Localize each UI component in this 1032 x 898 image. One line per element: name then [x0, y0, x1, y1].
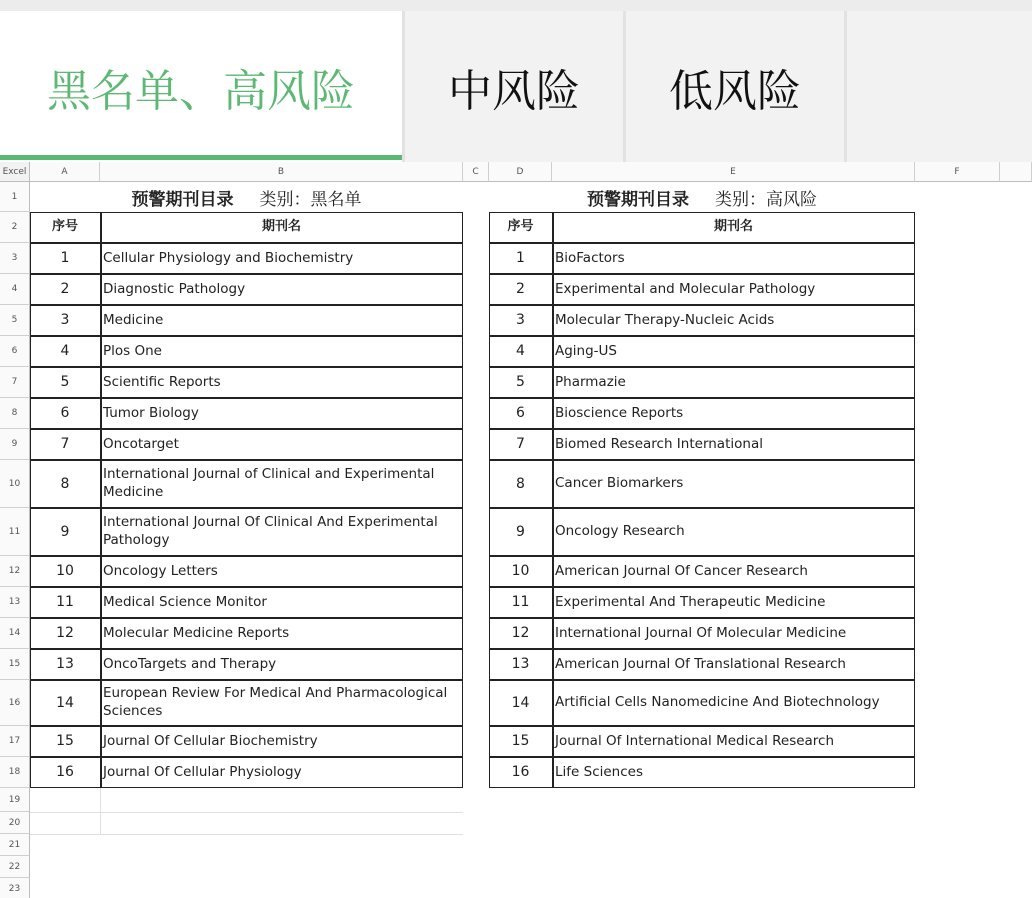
right_table-row-number[interactable]: 10 — [511, 563, 530, 580]
left_table-journal-name[interactable]: Plos One — [103, 342, 162, 359]
column-header-e[interactable]: E — [552, 162, 915, 182]
left_table-journal-name[interactable]: Medicine — [103, 311, 164, 328]
left_table-row-number[interactable]: 6 — [60, 405, 70, 422]
tab-blacklist-high-risk[interactable]: 黑名单、高风险 — [0, 11, 402, 162]
right_table-journal-name[interactable]: Aging-US — [555, 342, 618, 359]
right_table-row-number[interactable]: 6 — [516, 405, 525, 422]
right_table-journal-name[interactable]: Experimental And Therapeutic Medicine — [555, 593, 826, 610]
right_table-journal-name[interactable]: Life Sciences — [555, 763, 643, 780]
left_table-row-number[interactable]: 10 — [56, 563, 74, 580]
right_table-header-index: 序号 — [507, 219, 534, 235]
right_table-row-number[interactable]: 7 — [516, 436, 525, 453]
column-header-c[interactable]: C — [463, 162, 489, 182]
right_table-journal-name[interactable]: BioFactors — [555, 249, 625, 266]
right_table-row-number[interactable]: 15 — [511, 733, 530, 750]
tab-low-risk[interactable]: 低风险 — [626, 11, 844, 162]
right_table-row-number[interactable]: 11 — [511, 594, 530, 611]
left_table-journal-name[interactable]: Oncotarget — [103, 435, 179, 452]
column-header-extra — [1000, 162, 1032, 182]
row-header-4[interactable]: 4 — [0, 274, 30, 305]
left_table-journal-name[interactable]: Oncology Letters — [103, 562, 218, 579]
row-header-18[interactable]: 18 — [0, 757, 30, 788]
right_table-title-main: 预警期刊目录 — [587, 189, 689, 210]
row-header-23[interactable]: 23 — [0, 878, 30, 898]
right_table-journal-name[interactable]: International Journal Of Molecular Medicine — [555, 624, 847, 641]
empty-row-gridline — [30, 834, 463, 835]
left_table-journal-name[interactable]: OncoTargets and Therapy — [103, 655, 277, 672]
right_table-journal-name[interactable]: Bioscience Reports — [555, 404, 684, 421]
left_table-row-number[interactable]: 12 — [56, 625, 74, 642]
left_table-row-number[interactable]: 3 — [60, 312, 70, 329]
left_table-journal-name[interactable]: International Journal of Clinical and Experimental Medicine — [103, 466, 435, 500]
left_table-journal-name[interactable]: Molecular Medicine Reports — [103, 624, 290, 641]
left_table-row-number[interactable]: 2 — [60, 281, 70, 298]
right_table-header-name: 期刊名 — [713, 219, 753, 235]
row-header-11[interactable]: 11 — [0, 508, 30, 556]
row-header-6[interactable]: 6 — [0, 336, 30, 367]
right_table-journal-name[interactable]: Journal Of International Medical Research — [555, 732, 835, 749]
right_table-row-number[interactable]: 3 — [516, 312, 525, 329]
right_table-journal-name[interactable]: American Journal Of Cancer Research — [555, 562, 808, 579]
right_table-journal-name[interactable]: American Journal Of Translational Research — [555, 655, 846, 672]
row-header-3[interactable]: 3 — [0, 243, 30, 274]
right_table-journal-name[interactable]: Cancer Biomarkers — [555, 475, 684, 492]
right_table-journal-name[interactable]: Pharmazie — [555, 373, 626, 390]
row-header-13[interactable]: 13 — [0, 587, 30, 618]
right_table-row-number[interactable]: 1 — [516, 250, 525, 267]
left_table-row-number[interactable]: 9 — [60, 523, 70, 540]
left_table-journal-name[interactable]: European Review For Medical And Pharmacological Sciences — [103, 685, 448, 719]
right_table-title — [489, 182, 915, 212]
right_table-row-number[interactable]: 12 — [511, 625, 530, 642]
tab-bar — [0, 0, 1032, 162]
right_table-row-number[interactable]: 8 — [516, 475, 525, 492]
spreadsheet[interactable] — [0, 162, 1032, 898]
row-header-10[interactable]: 10 — [0, 460, 30, 508]
row-header-7[interactable]: 7 — [0, 367, 30, 398]
column-header-a[interactable]: A — [30, 162, 100, 182]
row-header-15[interactable]: 15 — [0, 649, 30, 680]
right_table-row-number[interactable]: 2 — [516, 281, 525, 298]
empty-row-gridline — [30, 812, 463, 813]
right_table-row-number[interactable]: 9 — [516, 523, 525, 540]
left_table-row-number[interactable]: 15 — [56, 733, 74, 750]
left_table-title-category: 类别：黑名单 — [259, 189, 362, 210]
row-header-22[interactable]: 22 — [0, 856, 30, 878]
left_table-row-number[interactable]: 5 — [60, 374, 70, 391]
right_table-journal-name[interactable]: Oncology Research — [555, 523, 685, 540]
column-header-f[interactable]: F — [915, 162, 1000, 182]
row-header-20[interactable]: 20 — [0, 812, 30, 834]
sheet-corner: Excel — [0, 162, 30, 182]
left_table-title-main: 预警期刊目录 — [131, 189, 234, 210]
left_table-row-number[interactable]: 8 — [60, 475, 70, 492]
right_table-row-number[interactable]: 5 — [516, 374, 525, 391]
row-header-12[interactable]: 12 — [0, 556, 30, 587]
column-header-d[interactable]: D — [489, 162, 552, 182]
left_table-row-number[interactable]: 11 — [56, 594, 74, 611]
left_table-header-index: 序号 — [51, 219, 78, 235]
left_table-journal-name[interactable]: International Journal Of Clinical And Experimental Pathology — [103, 514, 438, 548]
left_table-journal-name[interactable]: Scientific Reports — [103, 373, 221, 390]
empty-col-gridline — [100, 788, 101, 834]
left_table-journal-name[interactable]: Journal Of Cellular Biochemistry — [103, 732, 318, 749]
right_table-row-number[interactable]: 16 — [511, 764, 530, 781]
left_table-row-number[interactable]: 4 — [60, 343, 70, 360]
right_table-row-number[interactable]: 14 — [511, 694, 530, 711]
row-header-2[interactable]: 2 — [0, 212, 30, 243]
row-header-5[interactable]: 5 — [0, 305, 30, 336]
top-strip — [0, 0, 1032, 11]
right_table-journal-name[interactable]: Experimental and Molecular Pathology — [555, 280, 816, 297]
left_table-journal-name[interactable]: Diagnostic Pathology — [103, 280, 246, 297]
left_table-journal-name[interactable]: Journal Of Cellular Physiology — [103, 763, 302, 780]
left_table-header-name: 期刊名 — [261, 219, 301, 235]
left_table-journal-name[interactable]: Tumor Biology — [103, 404, 199, 421]
row-header-9[interactable]: 9 — [0, 429, 30, 460]
row-header-14[interactable]: 14 — [0, 618, 30, 649]
right_table-row-number[interactable]: 13 — [511, 656, 530, 673]
left_table-journal-name[interactable]: Medical Science Monitor — [103, 593, 267, 610]
left_table-row-number[interactable]: 7 — [60, 436, 70, 453]
right_table-title-category: 类别：高风险 — [715, 189, 817, 210]
row-header-21[interactable]: 21 — [0, 834, 30, 856]
row-header-16[interactable]: 16 — [0, 680, 30, 726]
left_table-journal-name[interactable]: Cellular Physiology and Biochemistry — [103, 249, 354, 266]
row-header-17[interactable]: 17 — [0, 726, 30, 757]
column-header-b[interactable]: B — [100, 162, 463, 182]
left_table-row-number[interactable]: 14 — [56, 694, 74, 711]
row-header-1[interactable]: 1 — [0, 182, 30, 212]
right_table-row-number[interactable]: 4 — [516, 343, 525, 360]
row-header-19[interactable]: 19 — [0, 788, 30, 812]
tab-empty[interactable] — [847, 11, 1032, 162]
right_table-journal-name[interactable]: Biomed Research International — [555, 435, 763, 452]
left_table-row-number[interactable]: 16 — [56, 764, 74, 781]
tab-medium-risk[interactable]: 中风险 — [405, 11, 623, 162]
left_table-row-number[interactable]: 1 — [60, 250, 70, 267]
left_table-title — [30, 182, 463, 212]
active-tab-indicator — [0, 155, 402, 160]
row-header-8[interactable]: 8 — [0, 398, 30, 429]
left_table-row-number[interactable]: 13 — [56, 656, 74, 673]
right_table-journal-name[interactable]: Molecular Therapy-Nucleic Acids — [555, 311, 775, 328]
right_table-journal-name[interactable]: Artificial Cells Nanomedicine And Biotechnology — [555, 694, 880, 711]
